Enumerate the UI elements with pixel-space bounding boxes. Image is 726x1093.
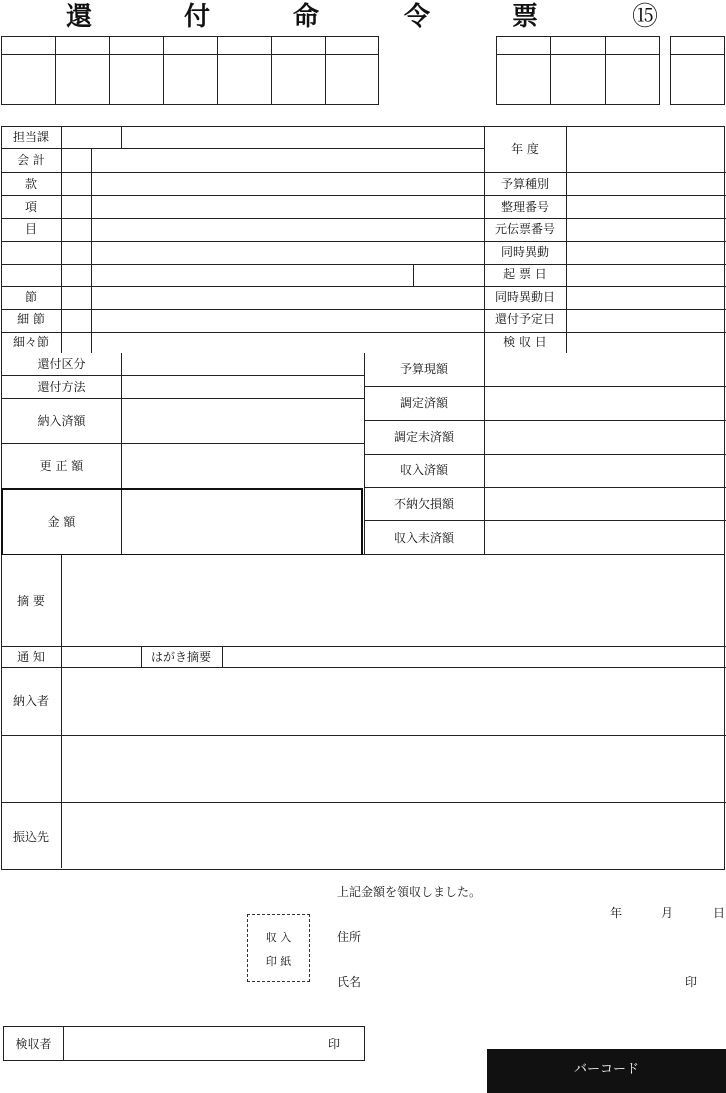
header-grid-single[interactable] <box>670 36 725 105</box>
label-paid-amount: 納入済額 <box>37 414 86 428</box>
receipt-statement: 上記金額を領収しました。 <box>337 885 482 899</box>
header-grid-right[interactable] <box>496 36 660 105</box>
label-issue-date: 起 票 日 <box>503 267 547 281</box>
name-label: 氏名 <box>337 975 362 989</box>
date-day-label: 日 <box>713 906 726 920</box>
address-label: 住所 <box>337 930 362 944</box>
title-char: 命 <box>293 2 320 32</box>
label-notice: 通 知 <box>17 650 45 664</box>
date-year-label: 年 <box>610 906 623 920</box>
label-payer: 納入者 <box>12 694 49 708</box>
inspector-seal-mark: 印 <box>328 1037 341 1051</box>
label-moku: 目 <box>24 222 37 236</box>
label-inspector: 検収者 <box>15 1037 52 1051</box>
label-reference-number: 整理番号 <box>500 200 549 214</box>
label-kou: 項 <box>24 200 37 214</box>
label-amount: 金 額 <box>47 515 76 529</box>
revenue-stamp-box <box>247 914 310 982</box>
label-kan: 款 <box>24 177 37 191</box>
label-summary: 摘 要 <box>17 594 45 608</box>
label-received-amount: 収入済額 <box>399 463 448 477</box>
label-account: 会 計 <box>17 153 45 167</box>
label-unassessed-amount: 調定未済額 <box>393 430 454 444</box>
label-assessed-amount: 調定済額 <box>399 396 448 410</box>
label-transfer-destination: 振込先 <box>12 830 49 844</box>
label-corrected-amount: 更 正 額 <box>39 459 84 473</box>
label-fiscal-year: 年 度 <box>511 142 539 156</box>
label-postcard-summary: はがき摘要 <box>150 650 211 664</box>
date-month-label: 月 <box>661 906 674 920</box>
label-refund-method: 還付方法 <box>37 380 86 394</box>
form-number: ⑮ <box>632 2 659 32</box>
label-inspection-date: 検 収 日 <box>503 335 547 349</box>
label-budget-type: 予算種別 <box>500 177 549 191</box>
label-saisai-setsu: 細々節 <box>12 335 49 349</box>
account-section <box>1 126 725 354</box>
label-original-slip-number: 元伝票番号 <box>494 222 555 236</box>
title-char: 付 <box>184 2 211 32</box>
label-current-budget: 予算現額 <box>399 362 448 376</box>
title-char: 還 <box>66 2 93 32</box>
stamp-label-line2: 印 紙 <box>265 955 292 968</box>
lower-section <box>1 555 725 870</box>
label-unreceived-amount: 収入未済額 <box>393 531 454 545</box>
label-simultaneous-change-date: 同時異動日 <box>494 290 555 304</box>
label-department: 担当課 <box>12 130 49 144</box>
label-simultaneous-change: 同時異動 <box>500 245 549 259</box>
header-grid-left[interactable] <box>1 36 379 105</box>
barcode-area <box>487 1049 726 1093</box>
label-refund-scheduled-date: 還付予定日 <box>494 312 555 326</box>
barcode-label: バーコード <box>573 1062 639 1077</box>
title-char: 令 <box>404 2 431 32</box>
label-sai-setsu: 細 節 <box>17 312 45 326</box>
label-deficit-amount: 不納欠損額 <box>393 497 454 511</box>
title-char: 票 <box>512 2 539 32</box>
label-refund-category: 還付区分 <box>37 357 86 371</box>
name-seal-mark: 印 <box>685 975 698 989</box>
label-setsu: 節 <box>24 290 37 304</box>
stamp-label-line1: 収 入 <box>265 931 292 944</box>
